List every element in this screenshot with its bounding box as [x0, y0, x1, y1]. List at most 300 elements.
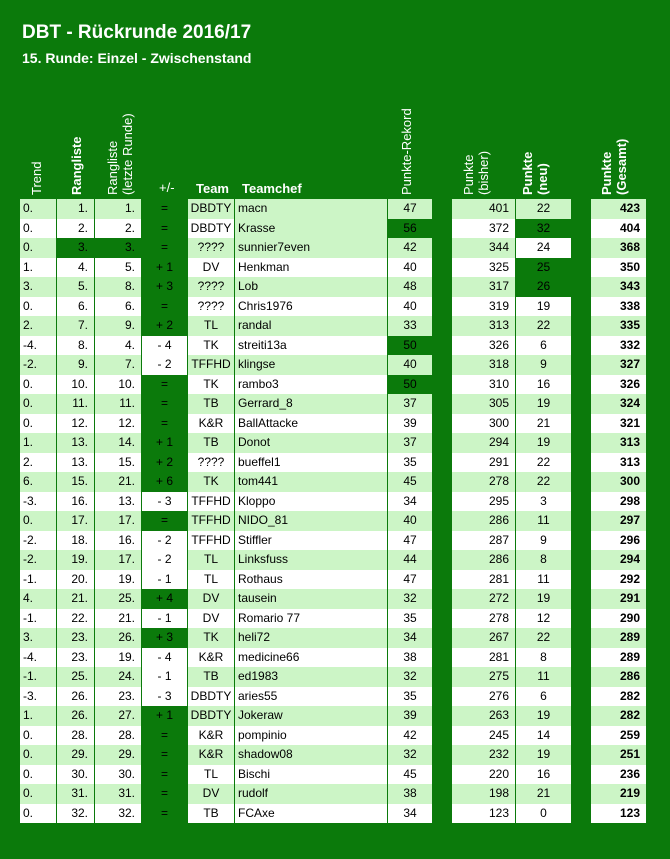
cell-gesamt: 294: [591, 550, 647, 570]
table-row: [20, 492, 650, 512]
cell-team: DBDTY: [188, 687, 235, 707]
cell-trend: 0.: [20, 765, 57, 785]
column-gap: [433, 277, 452, 297]
column-gap: [433, 238, 452, 258]
cell-prev-rank: 7.: [95, 355, 142, 375]
cell-prev-rank: 19.: [95, 570, 142, 590]
cell-team: DV: [188, 784, 235, 804]
cell-rekord: 34: [388, 804, 433, 824]
cell-rank: 2.: [57, 219, 95, 239]
table-row: [20, 726, 650, 746]
cell-rank: 3.: [57, 238, 95, 258]
column-gap: [433, 258, 452, 278]
cell-rank: 17.: [57, 511, 95, 531]
table-row: [20, 336, 650, 356]
column-gap: [433, 316, 452, 336]
table-row: [20, 706, 650, 726]
table-row: [20, 297, 650, 317]
cell-bisher: 278: [452, 472, 516, 492]
cell-rekord: 34: [388, 628, 433, 648]
cell-team: TB: [188, 667, 235, 687]
cell-plusminus: - 1: [142, 609, 188, 629]
cell-rank: 6.: [57, 297, 95, 317]
cell-prev-rank: 15.: [95, 453, 142, 473]
column-gap: [572, 199, 591, 219]
column-gap: [433, 375, 452, 395]
cell-trend: -1.: [20, 570, 57, 590]
cell-rank: 26.: [57, 706, 95, 726]
cell-rekord: 37: [388, 433, 433, 453]
column-gap: [433, 219, 452, 239]
column-gap: [572, 394, 591, 414]
cell-trend: 4.: [20, 589, 57, 609]
table-row: [20, 316, 650, 336]
cell-trend: 0.: [20, 297, 57, 317]
table-row: [20, 219, 650, 239]
cell-neu: 11: [516, 667, 572, 687]
cell-gesamt: 300: [591, 472, 647, 492]
cell-neu: 26: [516, 277, 572, 297]
cell-trend: -1.: [20, 609, 57, 629]
cell-gesamt: 327: [591, 355, 647, 375]
cell-gesamt: 297: [591, 511, 647, 531]
cell-rekord: 50: [388, 336, 433, 356]
cell-gesamt: 404: [591, 219, 647, 239]
cell-neu: 11: [516, 570, 572, 590]
column-gap: [572, 745, 591, 765]
cell-bisher: 326: [452, 336, 516, 356]
table-row: [20, 628, 650, 648]
cell-gesamt: 123: [591, 804, 647, 824]
table-row: [20, 784, 650, 804]
column-gap: [433, 628, 452, 648]
cell-trend: 0.: [20, 511, 57, 531]
cell-rekord: 50: [388, 375, 433, 395]
cell-trend: 0.: [20, 394, 57, 414]
cell-trend: 0.: [20, 804, 57, 824]
table-row: [20, 277, 650, 297]
header-bisher-2: (bisher): [476, 150, 491, 195]
cell-prev-rank: 2.: [95, 219, 142, 239]
column-gap: [433, 531, 452, 551]
header-gesamt-1: Punkte: [599, 151, 614, 195]
cell-team: DBDTY: [188, 219, 235, 239]
cell-prev-rank: 5.: [95, 258, 142, 278]
cell-team: TL: [188, 765, 235, 785]
cell-rekord: 34: [388, 492, 433, 512]
cell-rekord: 37: [388, 394, 433, 414]
cell-rekord: 39: [388, 414, 433, 434]
column-gap: [433, 433, 452, 453]
cell-team: DV: [188, 589, 235, 609]
cell-rank: 28.: [57, 726, 95, 746]
column-gap: [433, 199, 452, 219]
cell-rank: 26.: [57, 687, 95, 707]
cell-prev-rank: 17.: [95, 511, 142, 531]
cell-team: TK: [188, 628, 235, 648]
cell-team: DV: [188, 609, 235, 629]
cell-plusminus: =: [142, 804, 188, 824]
table-row: [20, 765, 650, 785]
cell-team: TFFHD: [188, 355, 235, 375]
cell-prev-rank: 9.: [95, 316, 142, 336]
column-gap: [572, 238, 591, 258]
table-row: [20, 394, 650, 414]
cell-rank: 25.: [57, 667, 95, 687]
cell-bisher: 286: [452, 511, 516, 531]
cell-prev-rank: 6.: [95, 297, 142, 317]
cell-team: DBDTY: [188, 706, 235, 726]
cell-team: DV: [188, 258, 235, 278]
cell-rank: 5.: [57, 277, 95, 297]
column-gap: [433, 297, 452, 317]
cell-bisher: 305: [452, 394, 516, 414]
cell-trend: 0.: [20, 375, 57, 395]
cell-neu: 22: [516, 199, 572, 219]
cell-trend: -2.: [20, 531, 57, 551]
header-gesamt-2: (Gesamt): [614, 138, 629, 195]
cell-prev-rank: 1.: [95, 199, 142, 219]
header-trend: Trend: [29, 161, 44, 195]
cell-rank: 13.: [57, 453, 95, 473]
cell-neu: 19: [516, 745, 572, 765]
cell-bisher: 325: [452, 258, 516, 278]
cell-rank: 9.: [57, 355, 95, 375]
table-row: [20, 804, 650, 824]
cell-neu: 22: [516, 472, 572, 492]
cell-teamchef: Chris1976: [235, 297, 388, 317]
cell-teamchef: Krasse: [235, 219, 388, 239]
cell-teamchef: bueffel1: [235, 453, 388, 473]
cell-trend: 2.: [20, 453, 57, 473]
cell-rank: 4.: [57, 258, 95, 278]
column-gap: [572, 492, 591, 512]
cell-teamchef: rudolf: [235, 784, 388, 804]
cell-bisher: 232: [452, 745, 516, 765]
cell-trend: -2.: [20, 355, 57, 375]
cell-team: ????: [188, 453, 235, 473]
cell-trend: 1.: [20, 258, 57, 278]
column-gap: [572, 784, 591, 804]
cell-neu: 19: [516, 297, 572, 317]
cell-plusminus: + 1: [142, 258, 188, 278]
cell-plusminus: - 3: [142, 492, 188, 512]
cell-neu: 19: [516, 433, 572, 453]
cell-rekord: 35: [388, 609, 433, 629]
cell-trend: -1.: [20, 667, 57, 687]
cell-bisher: 220: [452, 765, 516, 785]
cell-teamchef: Kloppo: [235, 492, 388, 512]
cell-trend: 3.: [20, 628, 57, 648]
cell-plusminus: + 1: [142, 433, 188, 453]
cell-teamchef: randal: [235, 316, 388, 336]
column-gap: [572, 297, 591, 317]
header-neu-2: (neu): [535, 163, 550, 195]
cell-gesamt: 219: [591, 784, 647, 804]
cell-rank: 1.: [57, 199, 95, 219]
column-gap: [572, 726, 591, 746]
cell-neu: 21: [516, 414, 572, 434]
cell-gesamt: 338: [591, 297, 647, 317]
cell-gesamt: 350: [591, 258, 647, 278]
cell-prev-rank: 11.: [95, 394, 142, 414]
cell-team: TFFHD: [188, 531, 235, 551]
cell-trend: 0.: [20, 784, 57, 804]
cell-team: TB: [188, 394, 235, 414]
column-gap: [572, 687, 591, 707]
cell-trend: 0.: [20, 238, 57, 258]
cell-trend: 0.: [20, 199, 57, 219]
cell-team: ????: [188, 277, 235, 297]
column-gap: [572, 628, 591, 648]
cell-plusminus: + 6: [142, 472, 188, 492]
cell-prev-rank: 30.: [95, 765, 142, 785]
column-gap: [433, 492, 452, 512]
table-row: [20, 199, 650, 219]
cell-gesamt: 335: [591, 316, 647, 336]
column-gap: [433, 706, 452, 726]
cell-teamchef: tausein: [235, 589, 388, 609]
cell-prev-rank: 16.: [95, 531, 142, 551]
table-row: [20, 453, 650, 473]
table-row: [20, 511, 650, 531]
cell-plusminus: + 3: [142, 277, 188, 297]
column-gap: [433, 355, 452, 375]
cell-team: TB: [188, 804, 235, 824]
cell-rank: 29.: [57, 745, 95, 765]
cell-plusminus: =: [142, 414, 188, 434]
cell-rank: 19.: [57, 550, 95, 570]
cell-rekord: 40: [388, 258, 433, 278]
cell-gesamt: 321: [591, 414, 647, 434]
cell-rank: 11.: [57, 394, 95, 414]
column-gap: [433, 570, 452, 590]
cell-teamchef: Linksfuss: [235, 550, 388, 570]
cell-plusminus: =: [142, 765, 188, 785]
column-gap: [572, 804, 591, 824]
column-gap: [572, 706, 591, 726]
cell-team: ????: [188, 297, 235, 317]
cell-teamchef: Jokeraw: [235, 706, 388, 726]
cell-plusminus: + 3: [142, 628, 188, 648]
cell-gesamt: 423: [591, 199, 647, 219]
cell-plusminus: =: [142, 219, 188, 239]
column-gap: [433, 414, 452, 434]
cell-gesamt: 289: [591, 628, 647, 648]
cell-bisher: 278: [452, 609, 516, 629]
cell-rank: 10.: [57, 375, 95, 395]
cell-bisher: 123: [452, 804, 516, 824]
cell-trend: 0.: [20, 219, 57, 239]
cell-prev-rank: 27.: [95, 706, 142, 726]
table-row: [20, 375, 650, 395]
column-gap: [572, 765, 591, 785]
cell-plusminus: - 4: [142, 336, 188, 356]
cell-neu: 6: [516, 687, 572, 707]
cell-gesamt: 251: [591, 745, 647, 765]
cell-rekord: 39: [388, 706, 433, 726]
cell-rank: 15.: [57, 472, 95, 492]
cell-team: K&R: [188, 648, 235, 668]
cell-plusminus: =: [142, 394, 188, 414]
table-row: [20, 687, 650, 707]
cell-trend: 0.: [20, 726, 57, 746]
cell-rekord: 42: [388, 726, 433, 746]
cell-trend: -3.: [20, 492, 57, 512]
cell-bisher: 267: [452, 628, 516, 648]
cell-neu: 9: [516, 531, 572, 551]
cell-trend: 0.: [20, 745, 57, 765]
cell-plusminus: + 4: [142, 589, 188, 609]
cell-prev-rank: 21.: [95, 472, 142, 492]
cell-teamchef: FCAxe: [235, 804, 388, 824]
cell-neu: 22: [516, 316, 572, 336]
table-row: [20, 238, 650, 258]
cell-trend: 2.: [20, 316, 57, 336]
cell-plusminus: - 3: [142, 687, 188, 707]
cell-teamchef: Henkman: [235, 258, 388, 278]
cell-rank: 20.: [57, 570, 95, 590]
cell-teamchef: shadow08: [235, 745, 388, 765]
cell-gesamt: 298: [591, 492, 647, 512]
cell-bisher: 295: [452, 492, 516, 512]
cell-teamchef: Stiffler: [235, 531, 388, 551]
cell-gesamt: 324: [591, 394, 647, 414]
cell-bisher: 313: [452, 316, 516, 336]
header-neu-1: Punkte: [520, 151, 535, 195]
table-row: [20, 414, 650, 434]
column-gap: [433, 784, 452, 804]
cell-neu: 0: [516, 804, 572, 824]
cell-teamchef: Romario 77: [235, 609, 388, 629]
cell-rank: 30.: [57, 765, 95, 785]
cell-bisher: 198: [452, 784, 516, 804]
table-row: [20, 258, 650, 278]
cell-teamchef: medicine66: [235, 648, 388, 668]
cell-team: K&R: [188, 414, 235, 434]
cell-bisher: 318: [452, 355, 516, 375]
cell-trend: -3.: [20, 687, 57, 707]
cell-teamchef: pompinio: [235, 726, 388, 746]
cell-rank: 23.: [57, 648, 95, 668]
cell-prev-rank: 28.: [95, 726, 142, 746]
cell-prev-rank: 8.: [95, 277, 142, 297]
header-bisher-1: Punkte: [461, 154, 476, 195]
header-rekord: Punkte-Rekord: [399, 108, 414, 195]
cell-trend: 6.: [20, 472, 57, 492]
cell-teamchef: heli72: [235, 628, 388, 648]
cell-rank: 12.: [57, 414, 95, 434]
table-row: [20, 648, 650, 668]
cell-prev-rank: 12.: [95, 414, 142, 434]
column-gap: [572, 316, 591, 336]
table-row: [20, 570, 650, 590]
cell-team: ????: [188, 238, 235, 258]
cell-team: TK: [188, 472, 235, 492]
cell-team: TK: [188, 336, 235, 356]
cell-neu: 14: [516, 726, 572, 746]
cell-neu: 32: [516, 219, 572, 239]
cell-gesamt: 326: [591, 375, 647, 395]
column-gap: [572, 414, 591, 434]
column-gap: [433, 609, 452, 629]
cell-gesamt: 282: [591, 687, 647, 707]
cell-neu: 19: [516, 706, 572, 726]
column-gap: [572, 570, 591, 590]
column-gap: [433, 472, 452, 492]
cell-rekord: 40: [388, 355, 433, 375]
cell-gesamt: 291: [591, 589, 647, 609]
cell-plusminus: + 2: [142, 453, 188, 473]
cell-bisher: 275: [452, 667, 516, 687]
column-gap: [572, 258, 591, 278]
cell-plusminus: =: [142, 511, 188, 531]
cell-bisher: 272: [452, 589, 516, 609]
cell-teamchef: klingse: [235, 355, 388, 375]
cell-neu: 3: [516, 492, 572, 512]
column-gap: [572, 511, 591, 531]
column-gap: [433, 511, 452, 531]
cell-plusminus: - 4: [142, 648, 188, 668]
cell-neu: 16: [516, 375, 572, 395]
cell-teamchef: Donot: [235, 433, 388, 453]
cell-bisher: 317: [452, 277, 516, 297]
cell-rekord: 44: [388, 550, 433, 570]
cell-team: TK: [188, 375, 235, 395]
header-team: Team: [196, 181, 229, 196]
cell-rank: 16.: [57, 492, 95, 512]
cell-plusminus: =: [142, 199, 188, 219]
page-title: DBT - Rückrunde 2016/17: [22, 22, 252, 43]
cell-plusminus: - 1: [142, 570, 188, 590]
cell-plusminus: + 2: [142, 316, 188, 336]
cell-prev-rank: 4.: [95, 336, 142, 356]
column-gap: [572, 648, 591, 668]
cell-bisher: 291: [452, 453, 516, 473]
column-gap: [572, 550, 591, 570]
cell-bisher: 300: [452, 414, 516, 434]
table-row: [20, 472, 650, 492]
cell-trend: 0.: [20, 414, 57, 434]
cell-rank: 21.: [57, 589, 95, 609]
cell-rekord: 47: [388, 199, 433, 219]
column-gap: [572, 219, 591, 239]
column-gap: [572, 355, 591, 375]
cell-bisher: 281: [452, 570, 516, 590]
cell-plusminus: - 2: [142, 355, 188, 375]
column-gap: [433, 648, 452, 668]
cell-teamchef: sunnier7even: [235, 238, 388, 258]
cell-neu: 22: [516, 453, 572, 473]
cell-gesamt: 368: [591, 238, 647, 258]
cell-rekord: 56: [388, 219, 433, 239]
cell-prev-rank: 25.: [95, 589, 142, 609]
cell-plusminus: =: [142, 375, 188, 395]
cell-gesamt: 313: [591, 433, 647, 453]
cell-bisher: 276: [452, 687, 516, 707]
column-gap: [572, 453, 591, 473]
cell-rekord: 47: [388, 570, 433, 590]
cell-team: TB: [188, 433, 235, 453]
cell-trend: -4.: [20, 648, 57, 668]
column-gap: [572, 375, 591, 395]
cell-neu: 24: [516, 238, 572, 258]
cell-gesamt: 292: [591, 570, 647, 590]
table-row: [20, 609, 650, 629]
column-gap: [433, 804, 452, 824]
cell-rank: 18.: [57, 531, 95, 551]
cell-plusminus: - 1: [142, 667, 188, 687]
